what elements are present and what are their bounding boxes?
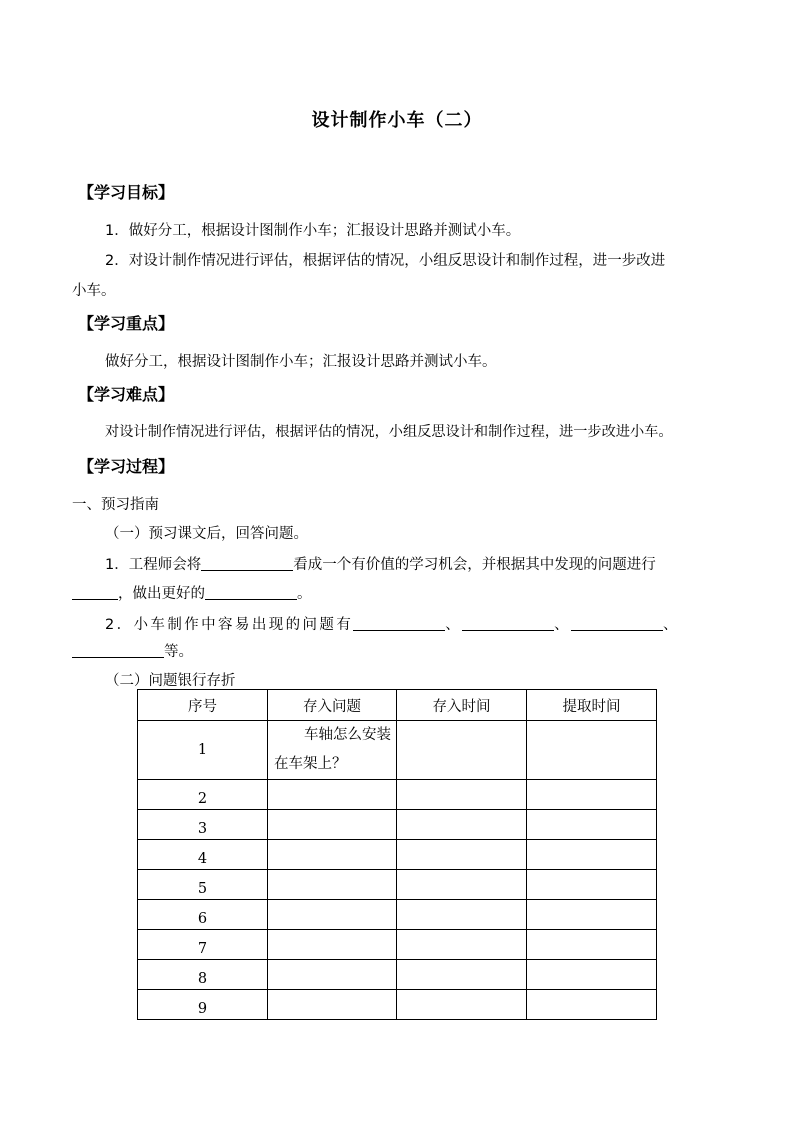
deposit-time-cell[interactable] [397,870,527,900]
header-cell: 存入问题 [268,690,397,721]
header-cell: 序号 [138,690,268,721]
blank-field[interactable] [205,585,297,600]
deposit-time-cell[interactable] [397,930,527,960]
goal-item-1: 1．做好分工，根据设计图制作小车；汇报设计思路并测试小车。 [105,223,521,239]
question-cell[interactable] [268,721,397,780]
q1-text-a: 1．工程师会将 [105,557,202,573]
deposit-time-cell[interactable] [397,990,527,1020]
table-header-row [138,690,657,721]
section-difficulty-heading: 【学习难点】 [78,385,175,404]
question-2-line-2 [72,640,193,661]
blank-field[interactable] [201,556,293,571]
withdraw-time-cell[interactable] [527,960,657,990]
table-row [138,900,657,930]
difficulty-text: 对设计制作情况进行评估，根据评估的情况，小组反思设计和制作过程，进一步改进小车。 [105,424,673,440]
section-goals-heading: 【学习目标】 [78,183,175,202]
table-row [138,870,657,900]
row-number: 1 [138,721,268,780]
question-cell[interactable] [268,870,397,900]
preview-sub2: （二）问题银行存折 [105,673,236,689]
blank-field[interactable] [72,643,164,658]
row-number: 8 [138,960,268,990]
withdraw-time-cell[interactable] [527,990,657,1020]
q1-text-c: ，做出更好的 [118,586,205,602]
withdraw-time-cell[interactable] [527,840,657,870]
separator: 、 [554,617,572,633]
deposit-time-cell[interactable] [397,721,527,780]
header-cell: 提取时间 [527,690,657,721]
table-row [138,990,657,1020]
row-number: 5 [138,870,268,900]
question-1-line-2 [72,582,312,603]
question-cell[interactable] [268,990,397,1020]
deposit-time-cell[interactable] [397,780,527,810]
row-number: 7 [138,930,268,960]
deposit-time-cell[interactable] [397,900,527,930]
blank-field[interactable] [353,616,445,631]
withdraw-time-cell[interactable] [527,930,657,960]
withdraw-time-cell[interactable] [527,810,657,840]
table-row [138,780,657,810]
deposit-time-cell[interactable] [397,960,527,990]
preview-sub1: （一）预习课文后，回答问题。 [105,526,308,542]
withdraw-time-cell[interactable] [527,721,657,780]
question-bank-table [137,689,657,1020]
withdraw-time-cell[interactable] [527,780,657,810]
row-number: 2 [138,780,268,810]
header-cell: 存入时间 [397,690,527,721]
q1-text-d: 。 [297,586,312,602]
q2-text-end: 等。 [164,644,193,660]
question-cell[interactable] [268,780,397,810]
blank-field[interactable] [72,585,118,600]
table-row [138,960,657,990]
row-number: 6 [138,900,268,930]
blank-field[interactable] [462,616,554,631]
table-row [138,721,657,780]
separator: 、 [663,617,680,633]
withdraw-time-cell[interactable] [527,870,657,900]
goal-item-2-line-1: 2．对设计制作情况进行评估，根据评估的情况，小组反思设计和制作过程，进一步改进 [105,253,666,269]
section-key-heading: 【学习重点】 [78,314,175,333]
row-number: 4 [138,840,268,870]
separator: 、 [445,617,463,633]
question-cell[interactable] [268,900,397,930]
question-cell[interactable] [268,930,397,960]
blank-field[interactable] [571,616,663,631]
goal-item-2-line-2: 小车。 [72,283,116,299]
q2-text-a: 2．小车制作中容易出现的问题有 [105,617,354,633]
key-text: 做好分工，根据设计图制作小车；汇报设计思路并测试小车。 [105,354,497,370]
question-2-line-1 [105,613,680,634]
row-number: 9 [138,990,268,1020]
question-text: 车轴怎么安装在车架上？ [274,727,391,772]
preview-heading: 一、预习指南 [72,497,159,513]
q1-text-b: 看成一个有价值的学习机会，并根据其中发现的问题进行 [293,557,656,573]
deposit-time-cell[interactable] [397,810,527,840]
table-row [138,810,657,840]
row-number: 3 [138,810,268,840]
deposit-time-cell[interactable] [397,840,527,870]
question-1-line-1 [105,553,656,574]
table-row [138,840,657,870]
question-cell[interactable] [268,840,397,870]
section-process-heading: 【学习过程】 [78,457,175,476]
question-cell[interactable] [268,810,397,840]
withdraw-time-cell[interactable] [527,900,657,930]
table-row [138,930,657,960]
question-cell[interactable] [268,960,397,990]
page-title: 设计制作小车（二） [311,110,483,131]
